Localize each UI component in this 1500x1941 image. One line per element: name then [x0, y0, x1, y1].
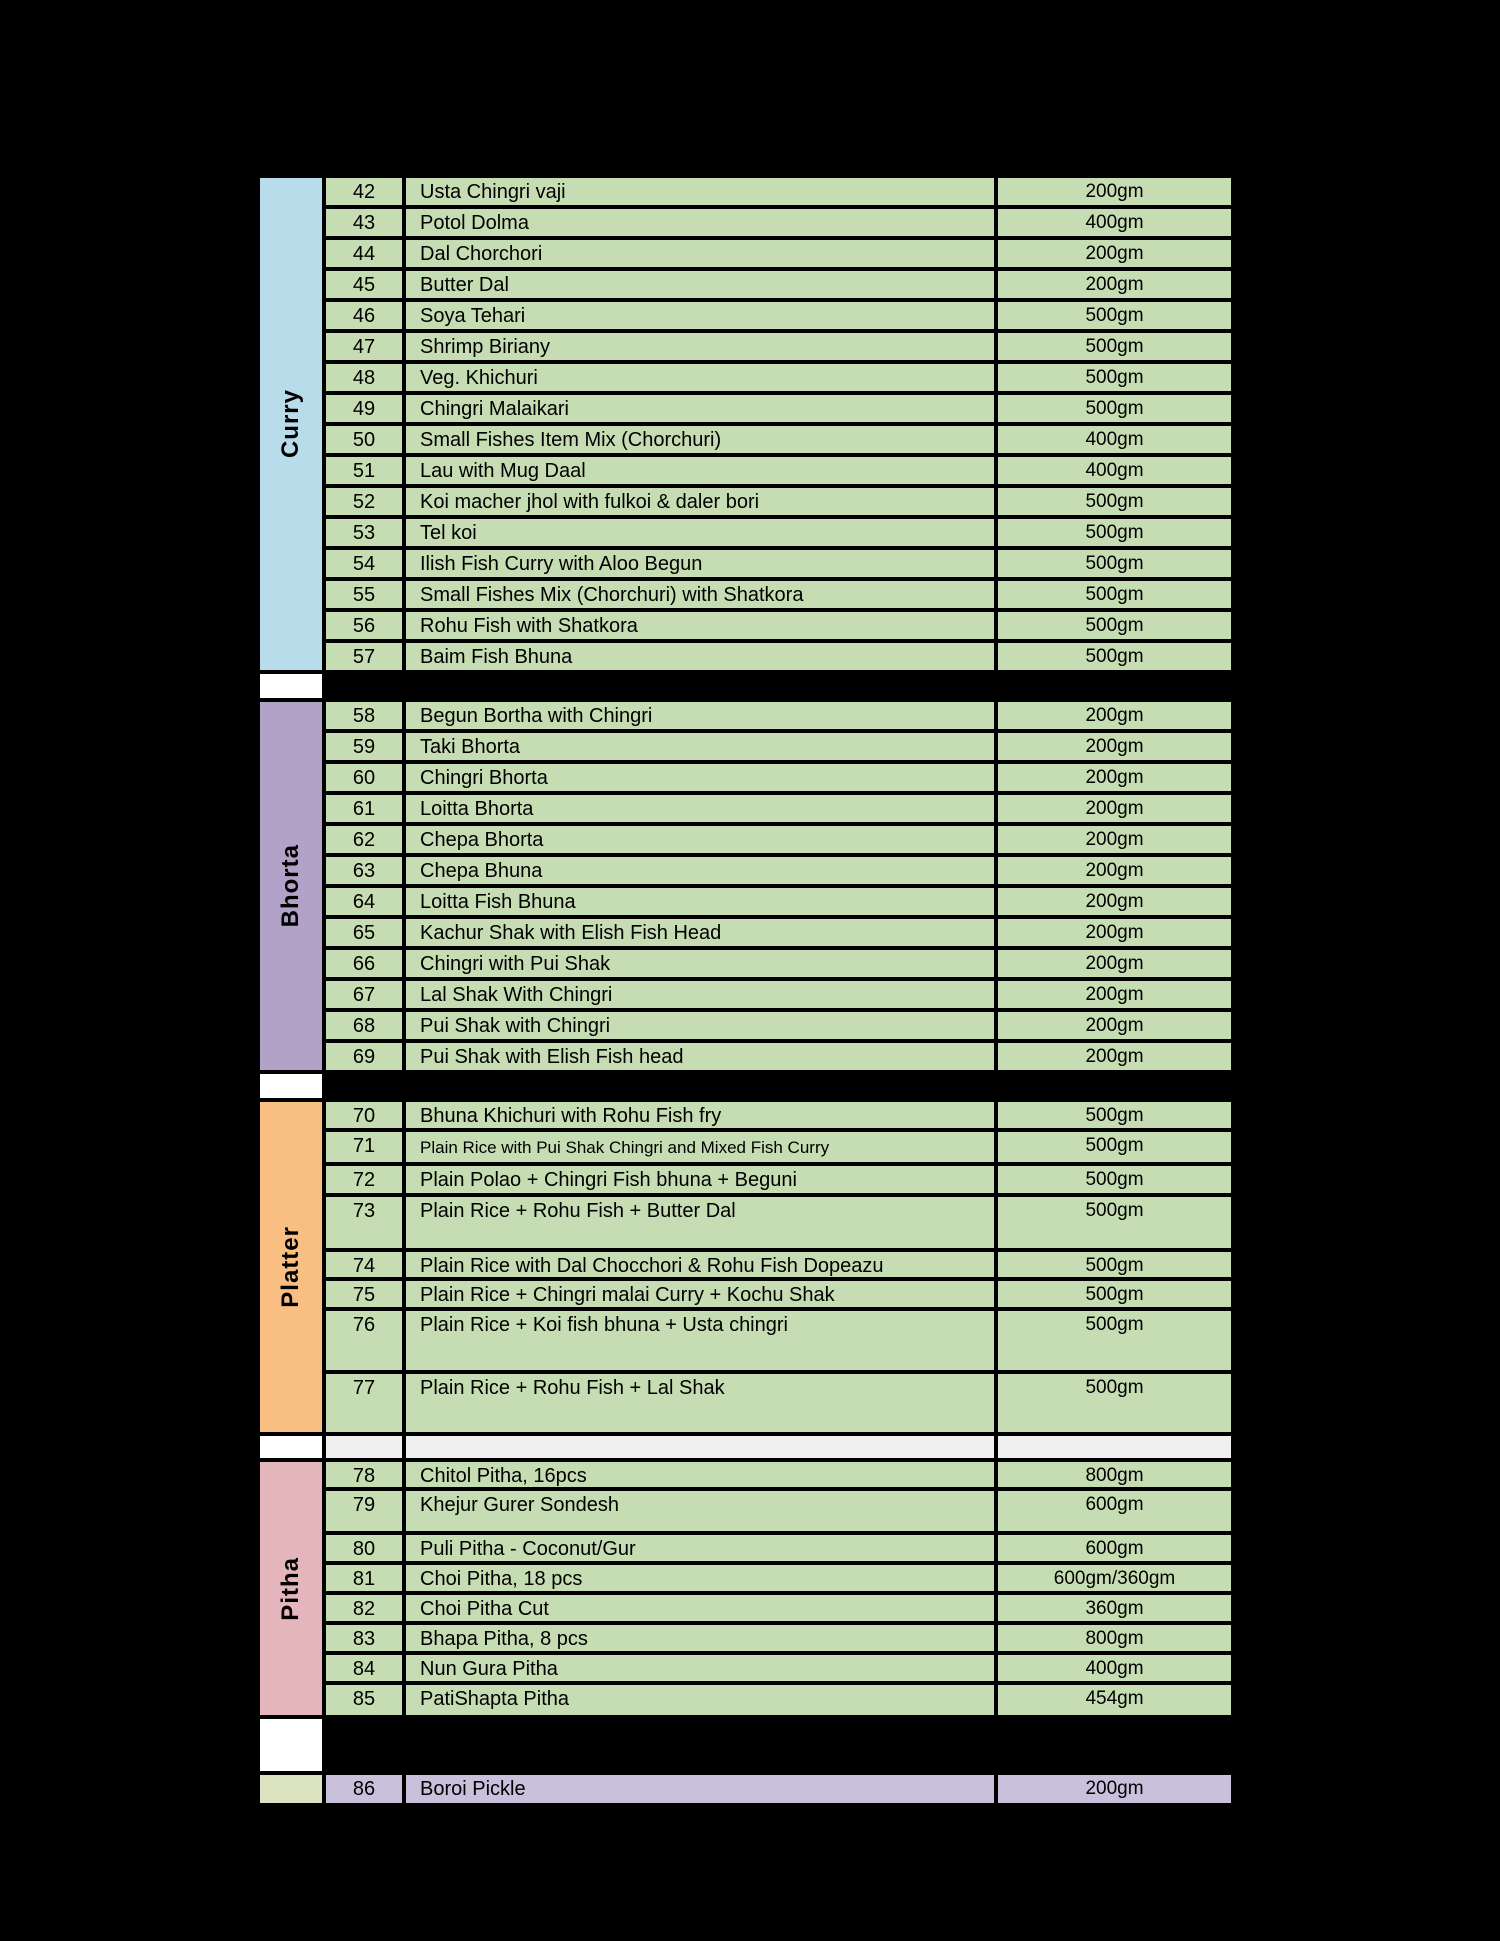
category-label: Pitha	[277, 1556, 304, 1621]
item-weight-cell: 200gm	[996, 979, 1233, 1010]
row-number-cell: 42	[324, 176, 404, 207]
item-name-cell: Soya Tehari	[404, 300, 996, 331]
table-row	[324, 548, 1233, 579]
row-number-cell: 63	[324, 855, 404, 886]
category-label: Bhorta	[277, 844, 304, 928]
menu-section-curry	[258, 176, 1233, 672]
table-row	[324, 1100, 1233, 1130]
row-number-cell: 51	[324, 455, 404, 486]
table-row	[324, 1460, 1233, 1489]
row-number-cell: 82	[324, 1593, 404, 1623]
item-weight-cell: 200gm	[996, 1041, 1233, 1072]
item-weight-cell: 400gm	[996, 424, 1233, 455]
item-weight-cell: 200gm	[996, 793, 1233, 824]
item-name-cell: Choi Pitha, 18 pcs	[404, 1563, 996, 1593]
row-number-cell: 86	[324, 1773, 404, 1805]
item-weight-cell: 200gm	[996, 948, 1233, 979]
item-name-cell: Bhapa Pitha, 8 pcs	[404, 1623, 996, 1653]
row-number-cell: 60	[324, 762, 404, 793]
row-number-cell: 70	[324, 1100, 404, 1130]
gap-fill-row	[324, 1434, 1233, 1460]
item-name-cell: Chitol Pitha, 16pcs	[404, 1460, 996, 1489]
row-number-cell: 74	[324, 1250, 404, 1279]
item-name-cell: Veg. Khichuri	[404, 362, 996, 393]
section-gap	[258, 672, 1233, 700]
item-name-cell: Usta Chingri vaji	[404, 176, 996, 207]
table-row	[324, 886, 1233, 917]
row-number-cell: 58	[324, 700, 404, 731]
row-number-cell: 76	[324, 1309, 404, 1372]
row-number-cell: 44	[324, 238, 404, 269]
section-rows	[324, 1100, 1233, 1434]
row-number-cell: 57	[324, 641, 404, 672]
item-name-cell: Chingri Bhorta	[404, 762, 996, 793]
item-weight-cell: 800gm	[996, 1460, 1233, 1489]
row-number-cell: 77	[324, 1372, 404, 1434]
row-number-cell: 84	[324, 1653, 404, 1683]
row-number-cell: 56	[324, 610, 404, 641]
row-number-cell: 53	[324, 517, 404, 548]
category-cell	[258, 1460, 324, 1717]
row-number-cell: 62	[324, 824, 404, 855]
item-name-cell: Loitta Bhorta	[404, 793, 996, 824]
table-row	[324, 948, 1233, 979]
gap-spacer-cell	[258, 672, 324, 700]
gap-gray-cell	[324, 1434, 404, 1460]
row-number-cell: 75	[324, 1279, 404, 1309]
category-cell	[258, 1100, 324, 1434]
table-row	[324, 610, 1233, 641]
item-name-cell: Choi Pitha Cut	[404, 1593, 996, 1623]
item-name-cell: Plain Rice + Rohu Fish + Butter Dal	[404, 1195, 996, 1250]
category-cell	[258, 176, 324, 672]
table-row	[324, 517, 1233, 548]
row-number-cell: 43	[324, 207, 404, 238]
item-name-cell: Chepa Bhorta	[404, 824, 996, 855]
item-name-cell: Pui Shak with Elish Fish head	[404, 1041, 996, 1072]
item-weight-cell: 400gm	[996, 207, 1233, 238]
item-weight-cell: 500gm	[996, 610, 1233, 641]
table-row	[324, 1683, 1233, 1717]
table-row	[324, 579, 1233, 610]
table-row	[324, 1130, 1233, 1164]
item-name-cell: Chingri Malaikari	[404, 393, 996, 424]
item-name-cell: Plain Polao + Chingri Fish bhuna + Beguni	[404, 1164, 996, 1195]
row-number-cell: 72	[324, 1164, 404, 1195]
item-weight-cell: 200gm	[996, 824, 1233, 855]
item-weight-cell: 200gm	[996, 886, 1233, 917]
item-name-cell: Dal Chorchori	[404, 238, 996, 269]
menu-section-bhorta	[258, 700, 1233, 1072]
section-rows	[324, 176, 1233, 672]
table-row	[324, 762, 1233, 793]
item-name-cell: Small Fishes Item Mix (Chorchuri)	[404, 424, 996, 455]
gap-spacer-cell	[258, 1434, 324, 1460]
table-row	[324, 1164, 1233, 1195]
item-weight-cell: 200gm	[996, 917, 1233, 948]
gap-fill-black	[324, 672, 1233, 700]
menu-section-pickle	[258, 1773, 1233, 1805]
item-name-cell: Loitta Fish Bhuna	[404, 886, 996, 917]
table-row	[324, 979, 1233, 1010]
item-weight-cell: 200gm	[996, 762, 1233, 793]
item-name-cell: Ilish Fish Curry with Aloo Begun	[404, 548, 996, 579]
item-name-cell: Shrimp Biriany	[404, 331, 996, 362]
item-name-cell: Plain Rice + Rohu Fish + Lal Shak	[404, 1372, 996, 1434]
table-row	[324, 1195, 1233, 1250]
item-name-cell: Taki Bhorta	[404, 731, 996, 762]
item-name-cell: Lau with Mug Daal	[404, 455, 996, 486]
item-weight-cell: 500gm	[996, 579, 1233, 610]
gap-gray-cell	[404, 1434, 996, 1460]
table-row	[324, 917, 1233, 948]
table-row	[324, 1372, 1233, 1434]
item-weight-cell: 500gm	[996, 1130, 1233, 1164]
menu-table	[258, 176, 1233, 1805]
category-label: Curry	[277, 389, 304, 459]
table-row	[324, 455, 1233, 486]
item-weight-cell: 600gm/360gm	[996, 1563, 1233, 1593]
item-name-cell: Baim Fish Bhuna	[404, 641, 996, 672]
item-weight-cell: 400gm	[996, 1653, 1233, 1683]
row-number-cell: 85	[324, 1683, 404, 1717]
category-label: Platter	[277, 1226, 304, 1308]
item-name-cell: Plain Rice + Koi fish bhuna + Usta chingri	[404, 1309, 996, 1372]
row-number-cell: 46	[324, 300, 404, 331]
item-weight-cell: 200gm	[996, 1010, 1233, 1041]
item-name-cell: Pui Shak with Chingri	[404, 1010, 996, 1041]
table-row	[324, 1653, 1233, 1683]
table-row	[324, 393, 1233, 424]
menu-section-platter	[258, 1100, 1233, 1434]
row-number-cell: 52	[324, 486, 404, 517]
item-weight-cell: 200gm	[996, 855, 1233, 886]
item-name-cell: Koi macher jhol with fulkoi & daler bori	[404, 486, 996, 517]
row-number-cell: 47	[324, 331, 404, 362]
item-weight-cell: 200gm	[996, 700, 1233, 731]
gap-fill-black	[324, 1717, 1233, 1773]
table-row	[324, 300, 1233, 331]
item-weight-cell: 500gm	[996, 300, 1233, 331]
category-cell	[258, 1773, 324, 1805]
row-number-cell: 68	[324, 1010, 404, 1041]
table-row	[324, 1593, 1233, 1623]
section-rows	[324, 700, 1233, 1072]
item-weight-cell: 360gm	[996, 1593, 1233, 1623]
section-gap	[258, 1434, 1233, 1460]
table-row	[324, 1563, 1233, 1593]
item-weight-cell: 500gm	[996, 1100, 1233, 1130]
item-name-cell: Puli Pitha - Coconut/Gur	[404, 1533, 996, 1563]
gap-spacer-cell	[258, 1717, 324, 1773]
gap-spacer-cell	[258, 1072, 324, 1100]
item-weight-cell: 400gm	[996, 455, 1233, 486]
item-name-cell: Nun Gura Pitha	[404, 1653, 996, 1683]
row-number-cell: 67	[324, 979, 404, 1010]
menu-section-pitha	[258, 1460, 1233, 1717]
item-weight-cell: 454gm	[996, 1683, 1233, 1717]
row-number-cell: 73	[324, 1195, 404, 1250]
table-row	[324, 855, 1233, 886]
item-name-cell: Begun Bortha with Chingri	[404, 700, 996, 731]
item-weight-cell: 500gm	[996, 517, 1233, 548]
table-row	[324, 793, 1233, 824]
item-weight-cell: 200gm	[996, 269, 1233, 300]
table-row	[324, 1010, 1233, 1041]
item-weight-cell: 800gm	[996, 1623, 1233, 1653]
item-weight-cell: 200gm	[996, 731, 1233, 762]
item-weight-cell: 200gm	[996, 176, 1233, 207]
item-weight-cell: 500gm	[996, 1250, 1233, 1279]
item-weight-cell: 600gm	[996, 1533, 1233, 1563]
table-row	[324, 700, 1233, 731]
section-gap	[258, 1072, 1233, 1100]
table-row	[324, 424, 1233, 455]
row-number-cell: 61	[324, 793, 404, 824]
row-number-cell: 55	[324, 579, 404, 610]
item-name-cell: Tel koi	[404, 517, 996, 548]
item-weight-cell: 500gm	[996, 1372, 1233, 1434]
item-name-cell: Bhuna Khichuri with Rohu Fish fry	[404, 1100, 996, 1130]
row-number-cell: 81	[324, 1563, 404, 1593]
gap-gray-cell	[996, 1434, 1233, 1460]
item-weight-cell: 500gm	[996, 393, 1233, 424]
table-row	[324, 486, 1233, 517]
item-name-cell: Plain Rice with Dal Chocchori & Rohu Fish Dopeazu	[404, 1250, 996, 1279]
row-number-cell: 65	[324, 917, 404, 948]
table-row	[324, 1773, 1233, 1805]
row-number-cell: 45	[324, 269, 404, 300]
item-name-cell: Kachur Shak with Elish Fish Head	[404, 917, 996, 948]
row-number-cell: 64	[324, 886, 404, 917]
row-number-cell: 54	[324, 548, 404, 579]
section-gap	[258, 1717, 1233, 1773]
table-row	[324, 238, 1233, 269]
row-number-cell: 78	[324, 1460, 404, 1489]
table-row	[324, 641, 1233, 672]
item-weight-cell: 200gm	[996, 1773, 1233, 1805]
row-number-cell: 80	[324, 1533, 404, 1563]
row-number-cell: 69	[324, 1041, 404, 1072]
item-name-cell: Chepa Bhuna	[404, 855, 996, 886]
item-name-cell: Boroi Pickle	[404, 1773, 996, 1805]
item-weight-cell: 500gm	[996, 331, 1233, 362]
table-row	[324, 207, 1233, 238]
item-weight-cell: 200gm	[996, 238, 1233, 269]
item-name-cell: PatiShapta Pitha	[404, 1683, 996, 1717]
table-row	[324, 1533, 1233, 1563]
row-number-cell: 50	[324, 424, 404, 455]
row-number-cell: 59	[324, 731, 404, 762]
item-name-cell: Khejur Gurer Sondesh	[404, 1489, 996, 1533]
item-name-cell: Butter Dal	[404, 269, 996, 300]
item-name-cell: Plain Rice with Pui Shak Chingri and Mixed Fish Curry	[404, 1130, 996, 1164]
category-cell	[258, 700, 324, 1072]
item-weight-cell: 500gm	[996, 1195, 1233, 1250]
section-rows	[324, 1773, 1233, 1805]
item-weight-cell: 500gm	[996, 548, 1233, 579]
table-row	[324, 1250, 1233, 1279]
item-weight-cell: 500gm	[996, 362, 1233, 393]
table-row	[324, 1623, 1233, 1653]
table-row	[324, 176, 1233, 207]
item-name-cell: Chingri with Pui Shak	[404, 948, 996, 979]
table-row	[324, 824, 1233, 855]
table-row	[324, 362, 1233, 393]
row-number-cell: 79	[324, 1489, 404, 1533]
item-weight-cell: 500gm	[996, 641, 1233, 672]
item-weight-cell: 600gm	[996, 1489, 1233, 1533]
table-row	[324, 331, 1233, 362]
item-name-cell: Plain Rice + Chingri malai Curry + Kochu Shak	[404, 1279, 996, 1309]
table-row	[324, 1309, 1233, 1372]
item-weight-cell: 500gm	[996, 1309, 1233, 1372]
item-weight-cell: 500gm	[996, 1279, 1233, 1309]
row-number-cell: 66	[324, 948, 404, 979]
table-row	[324, 1041, 1233, 1072]
row-number-cell: 83	[324, 1623, 404, 1653]
gap-fill-black	[324, 1072, 1233, 1100]
item-name-cell: Lal Shak With Chingri	[404, 979, 996, 1010]
item-weight-cell: 500gm	[996, 1164, 1233, 1195]
item-name-cell: Rohu Fish with Shatkora	[404, 610, 996, 641]
item-name-cell: Potol Dolma	[404, 207, 996, 238]
item-name-cell: Small Fishes Mix (Chorchuri) with Shatkora	[404, 579, 996, 610]
row-number-cell: 49	[324, 393, 404, 424]
table-row	[324, 1489, 1233, 1533]
table-row	[324, 269, 1233, 300]
row-number-cell: 71	[324, 1130, 404, 1164]
table-row	[324, 731, 1233, 762]
section-rows	[324, 1460, 1233, 1717]
row-number-cell: 48	[324, 362, 404, 393]
item-weight-cell: 500gm	[996, 486, 1233, 517]
table-row	[324, 1279, 1233, 1309]
